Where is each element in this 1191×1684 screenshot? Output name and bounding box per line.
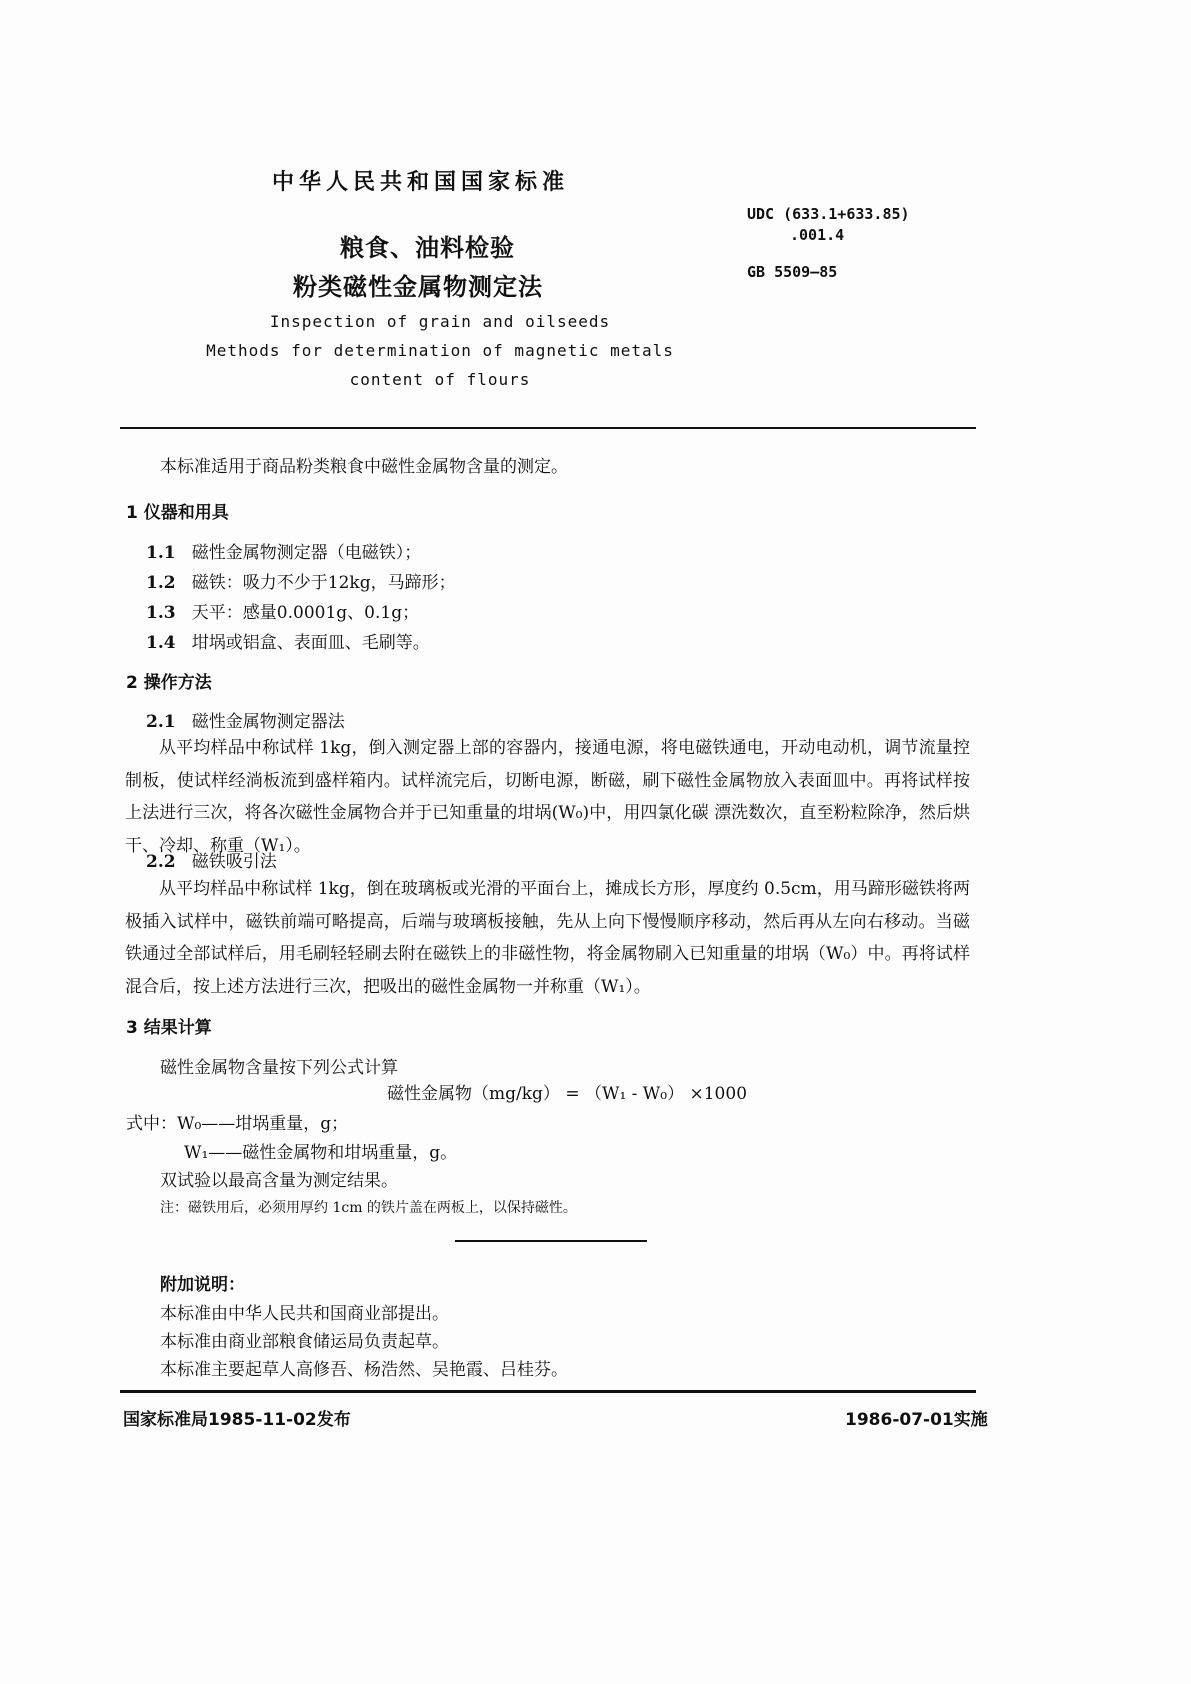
section-1-title: 1 仪器和用具 [126,503,229,523]
item-number: 1.4 [146,633,176,653]
title-en-line2: Methods for determination of magnetic metals [206,341,674,360]
item-text: 坩埚或铝盒、表面皿、毛刷等。 [191,633,430,653]
where-w0: 式中：W₀——坩埚重量，g； [126,1114,349,1134]
appendix-title: 附加说明： [160,1275,245,1295]
title-en-line3: content of flours [349,370,531,389]
subsection-title: 磁铁吸引法 [191,852,277,872]
country-standard-heading: 中华人民共和国国家标准 [272,170,570,195]
appendix-line: 本标准由商业部粮食储运局负责起草。 [160,1332,449,1352]
item-text: 磁性金属物测定器（电磁铁）； [191,543,422,563]
subsection-number: 2.2 [146,852,176,872]
subsection-number: 2.1 [146,712,176,732]
section-3-title: 3 结果计算 [126,1018,212,1038]
paragraph-2-2: 从平均样品中称试样 1kg，倒在玻璃板或光滑的平面台上，摊成长方形，厚度约 0.5cm，用马蹄形磁铁将两极插入试样中，磁铁前端可略提高，后端与玻璃板接触，先从上向下慢慢顺序移动，然后再从左向右移动。当磁铁通过全部试样后，用毛刷轻轻刷去附在磁铁上的非磁性物，将金属物刷入已知重量的坩埚（W₀）中。再将试样混合后，按上述方法进行三次，把吸出的磁性金属物一并称重（W₁）。 [125,879,970,997]
double-test-text: 双试验以最高含量为测定结果。 [160,1171,398,1191]
section-2-title: 2 操作方法 [126,673,212,693]
item-text: 磁铁：吸力不少于12kg，马蹄形； [191,573,456,593]
gb-number: GB 5509—85 [747,263,838,281]
issue-date: 国家标准局1985-11-02发布 [123,1410,351,1430]
effective-date: 1986-07-01实施 [845,1410,988,1430]
udc-line1: UDC (633.1+633.85) [747,205,910,223]
formula: 磁性金属物（mg/kg） = （W₁ - W₀） ×1000 [387,1084,748,1104]
title-cn-line2: 粉类磁性金属物测定法 [293,273,543,301]
subsection-title: 磁性金属物测定器法 [191,712,345,732]
appendix-line: 本标准主要起草人高修吾、杨浩然、吴艳霞、吕桂芬。 [160,1360,568,1380]
udc-line2: .001.4 [790,226,845,244]
title-en-line1: Inspection of grain and oilseeds [269,312,611,331]
footer-rule [120,1390,976,1393]
paragraph-2-1: 从平均样品中称试样 1kg，倒入测定器上部的容器内，接通电源，将电磁铁通电，开动电动机，调节流量控制板，使试样经淌板流到盛样箱内。试样流完后，切断电源，断磁，刷下磁性金属物放入表面皿中。再将试样按上法进行三次，将各次磁性金属物合并于已知重量的坩埚(W₀)中，用四氯化碳 漂洗数次，直至粉粒除净，然后烘干、冷却、称重（W₁）。 [125,738,970,856]
note-text: 注：磁铁用后，必须用厚约 1cm 的铁片盖在两板上，以保持磁性。 [160,1200,577,1216]
item-text: 天平：感量0.0001g、0.1g； [191,603,420,623]
formula-lead: 磁性金属物含量按下列公式计算 [160,1058,398,1078]
item-number: 1.1 [146,543,176,563]
header-rule [120,427,976,429]
item-number: 1.3 [146,603,176,623]
intro-text: 本标准适用于商品粉类粮食中磁性金属物含量的测定。 [160,457,568,477]
item-number: 1.2 [146,573,176,593]
appendix-line: 本标准由中华人民共和国商业部提出。 [160,1304,449,1324]
title-cn-line1: 粮食、油料检验 [340,234,515,262]
where-w1: W₁——磁性金属物和坩埚重量，g。 [184,1143,458,1163]
short-rule [455,1240,647,1242]
